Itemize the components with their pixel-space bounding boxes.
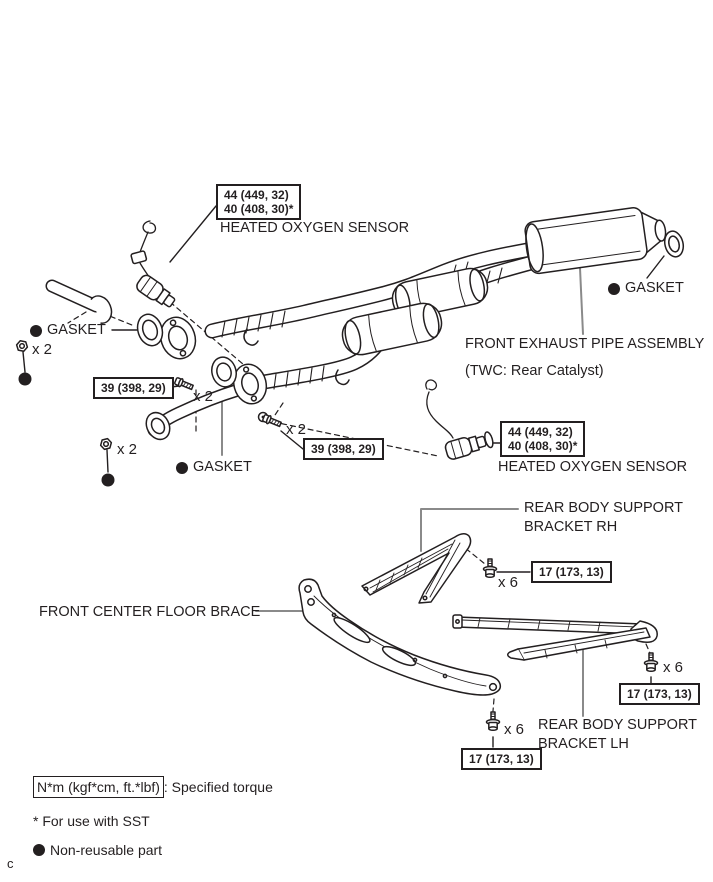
qty-bolt-rear: x 2 <box>286 421 307 438</box>
torque-box-bracket-lh <box>619 683 700 705</box>
non-reusable-dot <box>30 325 42 337</box>
legend-torque-desc: : Specified torque <box>163 779 273 795</box>
label-front-center-floor-brace: FRONT CENTER FLOOR BRACE <box>39 604 261 620</box>
pipe-hanger-hook <box>244 329 258 345</box>
label-gasket-right: GASKET <box>608 279 684 298</box>
legend-specified-torque <box>33 776 273 798</box>
qty-nut-rear: x 2 <box>117 441 138 458</box>
non-reusable-dot <box>176 462 188 474</box>
label-bracket-rh: REAR BODY SUPPORT BRACKET RH <box>524 500 684 535</box>
torque-value: 17 (173, 13) <box>469 752 534 766</box>
non-reusable-dot-marker <box>19 373 32 386</box>
rear-body-support-bracket-lh-art <box>453 615 657 660</box>
label-heated-oxygen-sensor-bottom: HEATED OXYGEN SENSOR <box>498 459 688 475</box>
torque-box-floor-brace <box>461 748 542 770</box>
qty-bracket-rh: x 6 <box>498 574 519 591</box>
non-reusable-dot-marker <box>102 474 115 487</box>
qty-bracket-lh: x 6 <box>663 659 684 676</box>
heated-oxygen-sensor-1-art <box>131 221 178 311</box>
front-center-floor-brace-art <box>299 579 500 695</box>
page-corner-mark: c <box>7 856 14 871</box>
torque-box-pipe-front <box>93 377 174 399</box>
qty-nut-front: x 2 <box>32 341 53 358</box>
legend-non-reusable: Non-reusable part <box>33 842 162 858</box>
qty-bolt-front: x 2 <box>193 388 214 405</box>
torque-box-bracket-rh <box>531 561 612 583</box>
torque-value: 39 (398, 29) <box>101 381 166 395</box>
non-reusable-dot <box>608 283 620 295</box>
label-heated-oxygen-sensor-top: HEATED OXYGEN SENSOR <box>220 220 410 236</box>
heated-oxygen-sensor-2-art <box>426 380 495 461</box>
rear-catalyst-muffler <box>523 204 669 275</box>
label-front-exhaust-pipe-assembly: FRONT EXHAUST PIPE ASSEMBLY <box>465 336 705 352</box>
torque-value: 39 (398, 29) <box>311 442 376 456</box>
torque-value-sst: 40 (408, 30)* <box>224 202 294 216</box>
label-gasket-left: GASKET <box>30 321 106 340</box>
torque-value-sst: 40 (408, 30)* <box>508 439 578 453</box>
torque-box-oxygen-sensor-bottom <box>500 421 585 457</box>
torque-value: 17 (173, 13) <box>539 565 604 579</box>
label-gasket-center: GASKET <box>176 458 252 477</box>
torque-box-pipe-rear <box>303 438 384 460</box>
torque-box-oxygen-sensor-top <box>216 184 301 220</box>
legend-torque-unit-box: N*m (kgf*cm, ft.*lbf) <box>33 776 164 798</box>
torque-value: 44 (449, 32) <box>508 425 573 439</box>
legend-sst-note: * For use with SST <box>33 813 150 829</box>
front-exhaust-pipe-assembly-art <box>52 204 686 444</box>
torque-value: 44 (449, 32) <box>224 188 289 202</box>
qty-floor-brace: x 6 <box>504 721 525 738</box>
torque-value: 17 (173, 13) <box>627 687 692 701</box>
non-reusable-dot <box>33 844 45 856</box>
rear-body-support-bracket-rh-art <box>362 534 471 603</box>
label-bracket-lh: REAR BODY SUPPORT BRACKET LH <box>538 717 698 752</box>
label-twc-rear-catalyst: (TWC: Rear Catalyst) <box>465 363 604 379</box>
